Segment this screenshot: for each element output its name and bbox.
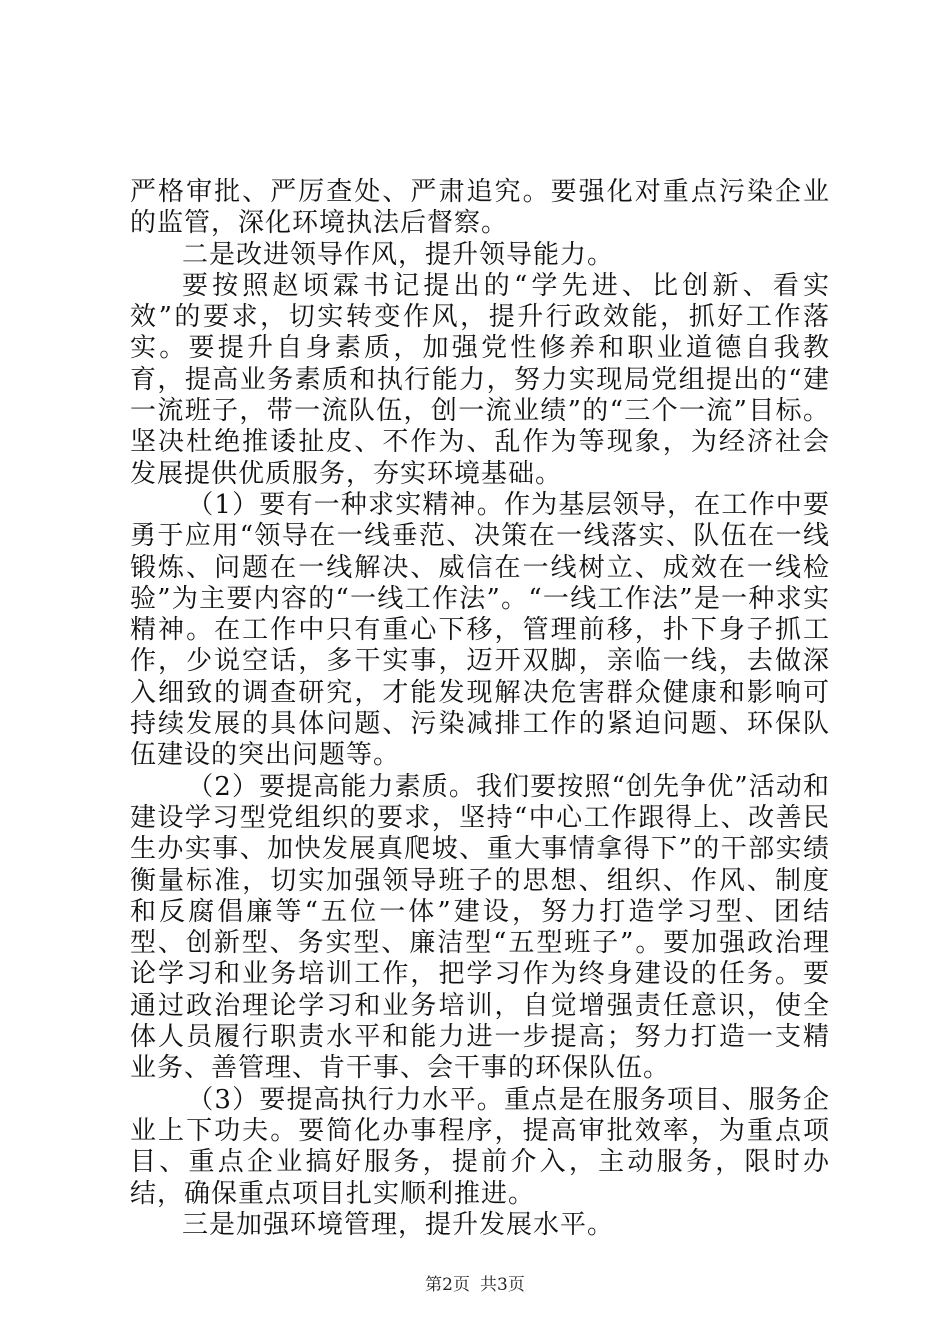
paragraph-item-2: （2）要提高能力素质。我们要按照“创先争优”活动和建设学习型党组织的要求，坚持“中心工作跟得上、改善民生办实事、加快发展真爬坡、重大事情拿得下”的干部实绩衡量标准，切实加强领导班子的思想、组织、作风、制度和反腐倡廉等“五位一体”建设，努力打造学习型、团结型、创新型、务实型、廉洁型“五型班子”。要加强政治理论学习和业务培训工作，把学习作为终身建设的任务。要通过政治理论学习和业务培训，自觉增强责任意识，使全体人员履行职责水平和能力进一步提高；努力打造一支精业务、善管理、肯干事、会干事的环保队伍。 (130, 771, 830, 1084)
page-number: 第2页 (425, 1275, 470, 1295)
page-total: 共3页 (480, 1275, 525, 1295)
page-footer (0, 1275, 950, 1295)
paragraph-item-3: （3）要提高执行力水平。重点是在服务项目、服务企业上下功夫。要简化办事程序，提高审批效率，为重点项目、重点企业搞好服务，提前介入，主动服务，限时办结，确保重点项目扎实顺利推进。 (130, 1084, 830, 1209)
document-body (130, 177, 830, 1241)
paragraph-heading-2: 二是改进领导作风，提升领导能力。 (182, 239, 615, 270)
paragraph-leadership-style: 要按照赵顷霖书记提出的“学先进、比创新、看实效”的要求，切实转变作风，提升行政效能，抓好工作落实。要提升自身素质，加强党性修养和职业道德自我教育，提高业务素质和执行能力，努力实现局党组提出的“建一流班子，带一流队伍，创一流业绩”的“三个一流”目标。坚决杜绝推诿扯皮、不作为、乱作为等现象，为经济社会发展提供优质服务，夯实环境基础。 (130, 270, 830, 489)
paragraph-heading-3: 三是加强环境管理，提升发展水平。 (182, 1209, 615, 1240)
paragraph-continuation: 严格审批、严厉查处、严肃追究。要强化对重点污染企业的监管，深化环境执法后督察。 (130, 177, 830, 239)
paragraph-item-1: （1）要有一种求实精神。作为基层领导，在工作中要勇于应用“领导在一线垂范、决策在一线落实、队伍在一线锻炼、问题在一线解决、威信在一线树立、成效在一线检验”为主要内容的“一线工作法”。“一线工作法”是一种求实精神。在工作中只有重心下移，管理前移，扑下身子抓工作，少说空话，多干实事，迈开双脚，亲临一线，去做深入细致的调查研究，才能发现解决危害群众健康和影响可持续发展的具体问题、污染减排工作的紧迫问题、环保队伍建设的突出问题等。 (130, 489, 830, 771)
